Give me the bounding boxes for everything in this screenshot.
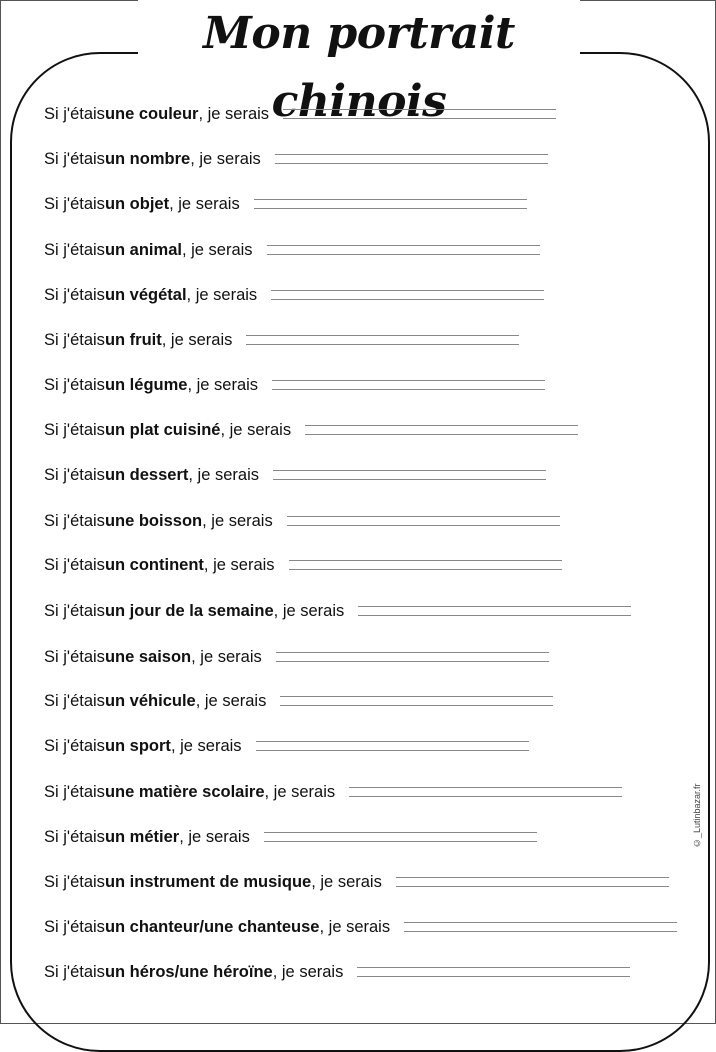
prompt-suffix: , je serais: [169, 194, 240, 213]
answer-lines[interactable]: [305, 425, 578, 435]
prompt-prefix: Si j'étais: [44, 555, 105, 574]
prompt-suffix: , je serais: [264, 782, 336, 801]
answer-lines[interactable]: [349, 787, 622, 797]
prompt-term: un chanteur/une chanteuse: [104, 917, 320, 936]
prompt-term: un légume: [104, 375, 188, 394]
prompt-row: [44, 192, 527, 216]
answer-lines[interactable]: [396, 877, 669, 887]
prompt-prefix: Si j'étais: [44, 962, 105, 981]
answer-lines[interactable]: [276, 652, 549, 662]
prompt-prefix: Si j'étais: [44, 240, 105, 259]
prompt-prefix: Si j'étais: [44, 194, 105, 213]
prompt-row: [44, 645, 549, 669]
answer-lines[interactable]: [287, 516, 560, 526]
prompt-suffix: , je serais: [179, 827, 250, 846]
answer-lines[interactable]: [283, 109, 556, 119]
prompt-row: [44, 780, 622, 804]
page-title: Mon portrait chinois: [138, 0, 580, 70]
prompt-prefix: Si j'étais: [44, 104, 105, 123]
prompt-suffix: , je serais: [161, 330, 233, 349]
prompt-term: un métier: [104, 827, 180, 846]
prompt-term: un continent: [104, 555, 204, 574]
prompt-suffix: , je serais: [198, 104, 270, 123]
prompt-prefix: Si j'étais: [44, 827, 105, 846]
prompt-row: [44, 825, 537, 849]
answer-lines[interactable]: [289, 560, 562, 570]
prompt-suffix: , je serais: [181, 240, 253, 259]
prompt-row: [44, 509, 560, 533]
prompt-row: [44, 102, 556, 126]
prompt-prefix: Si j'étais: [44, 420, 105, 439]
prompt-term: un plat cuisiné: [104, 420, 221, 439]
prompt-row: [44, 599, 631, 623]
prompt-row: [44, 238, 540, 262]
prompt-term: une couleur: [104, 104, 199, 123]
prompt-suffix: , je serais: [273, 601, 345, 620]
prompt-prefix: Si j'étais: [44, 511, 105, 530]
answer-lines[interactable]: [358, 606, 631, 616]
answer-lines[interactable]: [280, 696, 553, 706]
prompt-prefix: Si j'étais: [44, 782, 105, 801]
prompt-term: un héros/une héroïne: [104, 962, 273, 981]
prompt-row: [44, 689, 553, 713]
prompt-row: [44, 147, 548, 171]
prompt-row: [44, 553, 562, 577]
prompt-suffix: , je serais: [186, 285, 258, 304]
prompt-suffix: , je serais: [188, 465, 259, 484]
copyright-notice: ©_Lutinbazar.fr: [692, 783, 702, 849]
prompt-row: [44, 463, 546, 487]
prompt-term: un animal: [104, 240, 182, 259]
prompt-term: un végétal: [104, 285, 187, 304]
prompt-term: un dessert: [104, 465, 189, 484]
prompt-suffix: , je serais: [319, 917, 391, 936]
answer-lines[interactable]: [275, 154, 548, 164]
prompt-row: [44, 418, 578, 442]
prompt-suffix: , je serais: [272, 962, 344, 981]
answer-lines[interactable]: [357, 967, 630, 977]
prompt-suffix: , je serais: [191, 647, 262, 666]
prompt-term: un jour de la semaine: [104, 601, 274, 620]
prompt-prefix: Si j'étais: [44, 149, 105, 168]
prompt-suffix: , je serais: [187, 375, 259, 394]
prompt-term: un nombre: [104, 149, 191, 168]
prompt-term: une boisson: [104, 511, 203, 530]
prompt-prefix: Si j'étais: [44, 601, 105, 620]
prompt-row: [44, 870, 669, 894]
answer-lines[interactable]: [246, 335, 519, 345]
prompt-prefix: Si j'étais: [44, 736, 105, 755]
prompt-term: un véhicule: [104, 691, 196, 710]
prompt-row: [44, 328, 519, 352]
prompt-prefix: Si j'étais: [44, 465, 105, 484]
prompt-suffix: , je serais: [170, 736, 242, 755]
prompt-term: un objet: [104, 194, 170, 213]
prompt-row: [44, 283, 544, 307]
prompt-suffix: , je serais: [190, 149, 261, 168]
prompt-prefix: Si j'étais: [44, 285, 105, 304]
prompt-prefix: Si j'étais: [44, 330, 105, 349]
prompt-suffix: , je serais: [203, 555, 275, 574]
answer-lines[interactable]: [267, 245, 540, 255]
prompt-suffix: , je serais: [202, 511, 273, 530]
answer-lines[interactable]: [273, 470, 546, 480]
answer-lines[interactable]: [254, 199, 527, 209]
prompt-row: [44, 960, 630, 984]
prompt-term: une matière scolaire: [104, 782, 265, 801]
prompt-prefix: Si j'étais: [44, 917, 105, 936]
prompt-term: une saison: [104, 647, 192, 666]
prompt-term: un instrument de musique: [104, 872, 312, 891]
answer-lines[interactable]: [404, 922, 677, 932]
answer-lines[interactable]: [272, 380, 545, 390]
prompt-prefix: Si j'étais: [44, 691, 105, 710]
prompt-prefix: Si j'étais: [44, 647, 105, 666]
prompt-term: un sport: [104, 736, 171, 755]
prompt-term: un fruit: [104, 330, 162, 349]
prompt-suffix: , je serais: [220, 420, 292, 439]
prompt-prefix: Si j'étais: [44, 872, 105, 891]
prompt-suffix: , je serais: [311, 872, 382, 891]
answer-lines[interactable]: [256, 741, 529, 751]
prompt-row: [44, 734, 529, 758]
prompt-row: [44, 373, 545, 397]
answer-lines[interactable]: [271, 290, 544, 300]
prompt-suffix: , je serais: [195, 691, 267, 710]
answer-lines[interactable]: [264, 832, 537, 842]
prompt-prefix: Si j'étais: [44, 375, 105, 394]
prompt-row: [44, 915, 677, 939]
